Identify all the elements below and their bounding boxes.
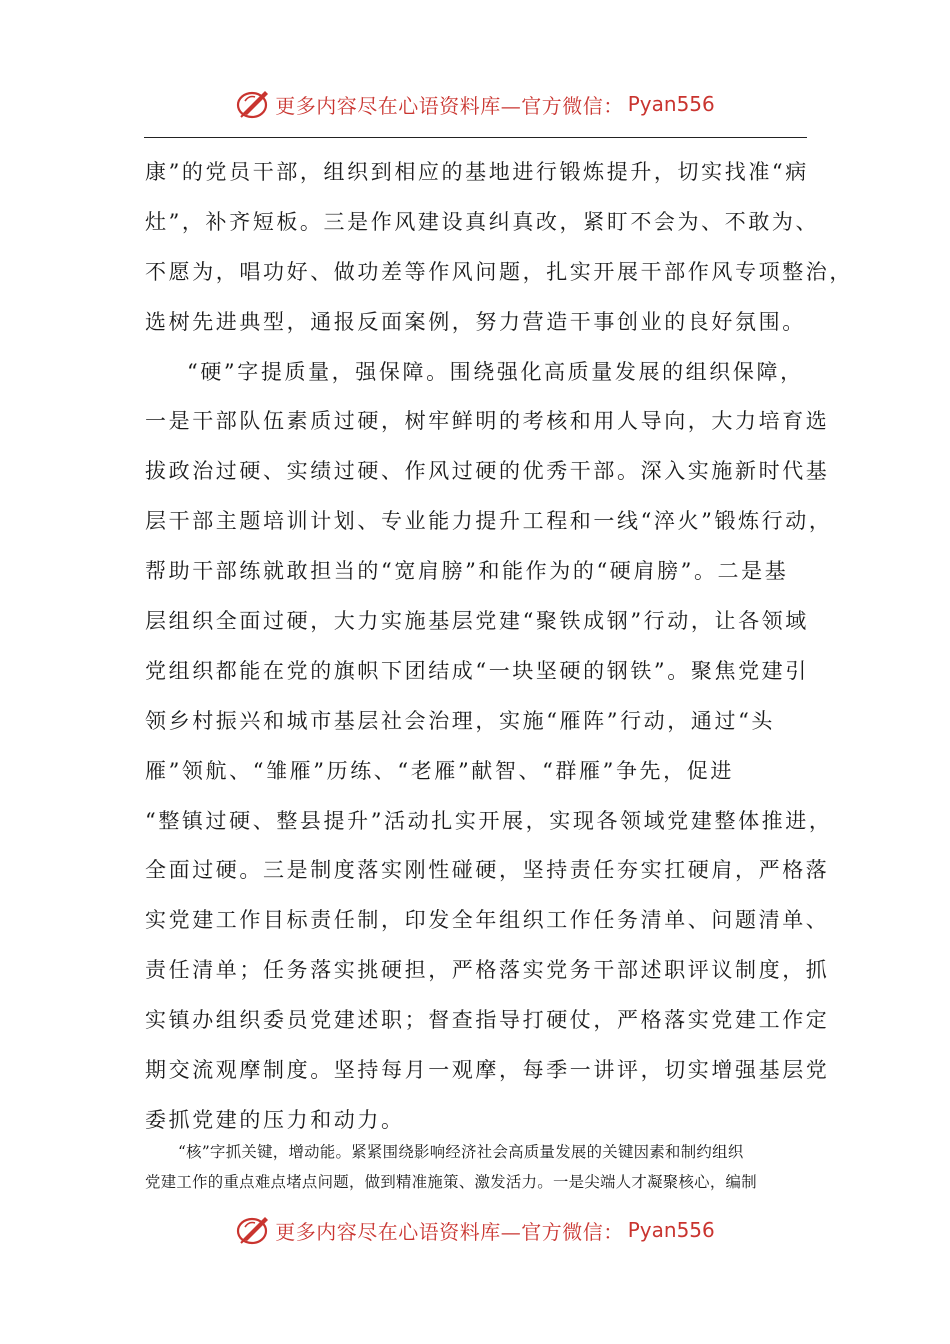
small-body-text: [145, 1137, 810, 1197]
footer-banner: [0, 1210, 950, 1250]
body-text: [145, 148, 853, 1146]
body-line: 雁”领航、“雏雁”历练、“老雁”献智、“群雁”争先，促进: [145, 758, 734, 783]
header-banner-text: 更多内容尽在心语资料库—官方微信：: [275, 93, 624, 118]
body-line: 一是干部队伍素质过硬，树牢鲜明的考核和用人导向，大力培育选: [145, 409, 830, 434]
body-line: 帮助干部练就敢担当的“宽肩膀”和能作为的“硬肩膀”。二是基: [145, 559, 789, 584]
body-line: 全面过硬。三是制度落实刚性碰硬，坚持责任夯实扛硬肩，严格落: [145, 858, 830, 883]
body-line: 责任清单；任务落实挑硬担，严格落实党务干部述职评议制度，抓: [145, 958, 830, 983]
body-line: 层干部主题培训计划、专业能力提升工程和一线“淬火”锻炼行动，: [145, 509, 833, 534]
header-divider: [144, 137, 807, 138]
header-wechat-id: Pyan556: [627, 92, 715, 116]
quill-logo-icon: [235, 87, 271, 121]
body-line: 选树先进典型，通报反面案例，努力营造干事创业的良好氛围。: [145, 309, 806, 334]
body-line: 不愿为，唱功好、做功差等作风问题，扎实开展干部作风专项整治，: [145, 259, 853, 284]
footer-wechat-id: Pyan556: [627, 1218, 715, 1242]
small-paragraph-start-line: “核”字抓关键，增动能。紧紧围绕影响经济社会高质量发展的关键因素和制约组织: [178, 1143, 744, 1161]
body-line: 实镇办组织委员党建述职；督查指导打硬仗，严格落实党建工作定: [145, 1008, 830, 1033]
footer-banner-text: 更多内容尽在心语资料库—官方微信：: [275, 1219, 624, 1244]
body-line: 期交流观摩制度。坚持每月一观摩，每季一讲评，切实增强基层党: [145, 1058, 830, 1083]
header-banner: [0, 84, 950, 124]
body-line: 拔政治过硬、实绩过硬、作风过硬的优秀干部。深入实施新时代基: [145, 459, 830, 484]
body-line: 党组织都能在党的旗帜下团结成“一块坚硬的钢铁”。聚焦党建引: [145, 658, 809, 683]
body-line: 灶”，补齐短板。三是作风建设真纠真改，紧盯不会为、不敢为、: [145, 209, 820, 234]
small-body-line: 党建工作的重点难点堵点问题，做到精准施策、激发活力。一是尖端人才凝聚核心，编制: [145, 1173, 757, 1191]
body-line: 领乡村振兴和城市基层社会治理，实施“雁阵”行动，通过“头: [145, 708, 776, 733]
quill-logo-icon: [235, 1213, 271, 1247]
body-line: 层组织全面过硬，大力实施基层党建“聚铁成钢”行动，让各领域: [145, 609, 809, 634]
body-line: 康”的党员干部，组织到相应的基地进行锻炼提升，切实找准“病: [145, 160, 809, 184]
paragraph-start-line: “硬”字提质量，强保障。围绕强化高质量发展的组织保障，: [187, 359, 804, 384]
body-line: 实党建工作目标责任制，印发全年组织工作任务清单、问题清单、: [145, 908, 830, 933]
body-line: 委抓党建的压力和动力。: [145, 1107, 405, 1132]
body-line: “整镇过硬、整县提升”活动扎实开展，实现各领域党建整体推进，: [145, 808, 833, 833]
